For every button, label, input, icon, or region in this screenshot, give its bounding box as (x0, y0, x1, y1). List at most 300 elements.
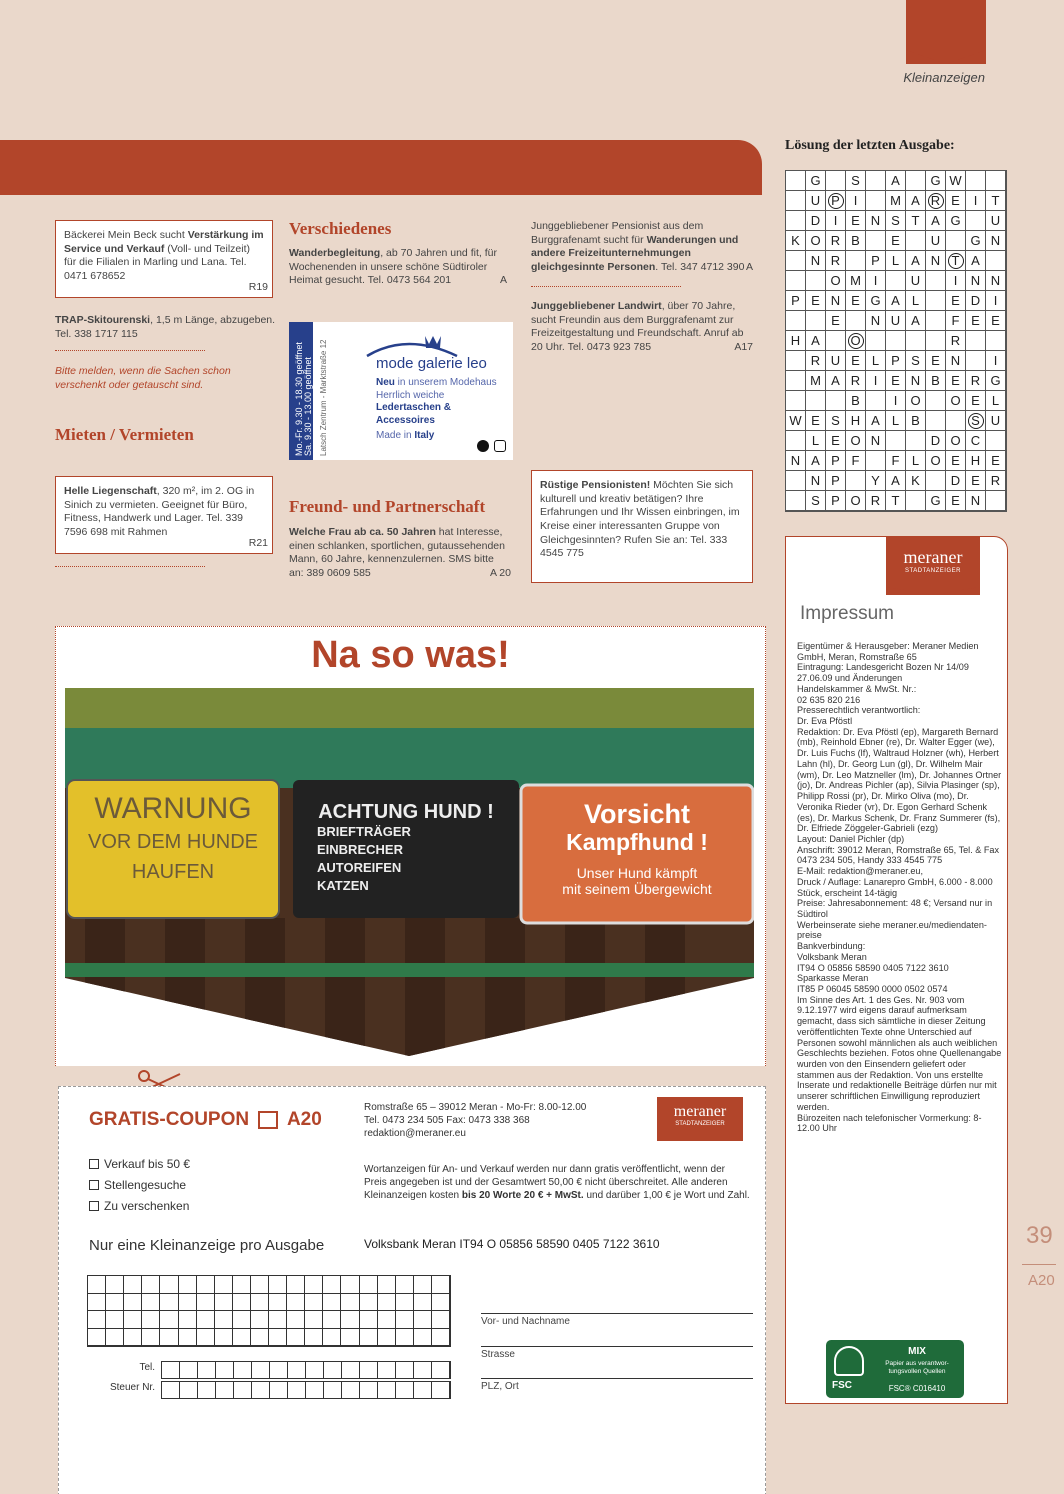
impressum-line: Dr. Eva Pföstl (797, 716, 853, 727)
tel-field[interactable] (161, 1361, 451, 1379)
grid-cell[interactable] (432, 1294, 450, 1312)
crossword-cell: A (886, 171, 906, 191)
crossword-cell (826, 331, 846, 351)
crossword-cell: O (806, 231, 826, 251)
crossword-cell (786, 371, 806, 391)
grid-cell[interactable] (106, 1329, 124, 1347)
crossword-cell: P (826, 491, 846, 511)
crossword-cell (786, 311, 806, 331)
crossword-cell (886, 331, 906, 351)
impressum-line: Im Sinne des Art. 1 des Ges. Nr. 903 vom 9.12.1977 wird eigens darauf aufmerksam gemacht, dass sich sämtliche in dieser Zeitung veröffentlichten Texte ohne Unterschied auf Personen sowohl männlichen als auch weiblichen Geschlechts beziehen. Fotos ohne Quellenangabe wurden von den Einsendern geliefert oder stammen aus der Redaktion. Von uns erstellte Inserate und redaktionelle Beiträge dürfen nur mit unserer schriftlichen Einwilligung reproduziert werden. (797, 994, 1002, 1112)
crossword-cell: N (866, 311, 886, 331)
grid-cell[interactable] (323, 1311, 341, 1329)
grid-cell[interactable] (269, 1311, 287, 1329)
grid-cell[interactable] (215, 1311, 233, 1329)
grid-cell[interactable] (396, 1276, 414, 1294)
grid-cell[interactable] (252, 1382, 270, 1398)
crossword-row (786, 251, 1006, 271)
grid-cell[interactable] (305, 1294, 323, 1312)
grid-cell[interactable] (88, 1329, 106, 1347)
ad-liegenschaft: Helle Liegenschaft, 320 m², im 2. OG in Sinich zu vermieten. Geeignet für Büro, Fitness, Handwerk und Lager. Tel. 339 7596 698 mit Rahmen R21 (55, 476, 273, 554)
crossword-cell: G (986, 371, 1006, 391)
crossword-cell (906, 331, 926, 351)
crossword-cell: T (986, 191, 1006, 211)
grid-cell[interactable] (180, 1382, 198, 1398)
grid-cell[interactable] (360, 1276, 378, 1294)
crossword-cell: F (946, 311, 966, 331)
crossword-cell: G (866, 291, 886, 311)
crossword-cell: E (806, 291, 826, 311)
advert-mode-galerie (289, 322, 513, 460)
grid-cell[interactable] (160, 1329, 178, 1347)
crossword-cell (866, 331, 886, 351)
crossword-cell: E (846, 291, 866, 311)
checkbox-verkauf[interactable]: Verkauf bis 50 € (89, 1157, 190, 1171)
crossword-cell: R (806, 351, 826, 371)
ad-ref: A 20 (489, 566, 511, 579)
impressum-line: Volksbank Meran (797, 951, 867, 962)
crossword-cell: E (986, 451, 1006, 471)
grid-cell[interactable] (124, 1329, 142, 1347)
crossword-cell (986, 491, 1006, 511)
crossword-cell (886, 431, 906, 451)
crossword-cell: H (846, 411, 866, 431)
name-field[interactable]: Vor- und Nachname (481, 1313, 753, 1327)
grid-cell[interactable] (287, 1294, 305, 1312)
checkbox-stellengesuche[interactable]: Stellengesuche (89, 1178, 190, 1192)
grid-cell[interactable] (215, 1329, 233, 1347)
grid-cell[interactable] (396, 1311, 414, 1329)
grid-cell[interactable] (306, 1382, 324, 1398)
crossword-cell: A (906, 191, 926, 211)
grid-cell[interactable] (142, 1311, 160, 1329)
grid-cell[interactable] (215, 1294, 233, 1312)
ad-pensionisten: Rüstige Pensionisten! Möchten Sie sich kulturell und kreativ betätigen? Ihre Erfahrungen und Ihr Wissen einbringen, im Kreise einer interessanten Gruppe von Gleichgesinnten? Rufen Sie an: Tel. 333 4545 775 (531, 470, 753, 583)
crossword-cell: N (966, 491, 986, 511)
crossword-cell: N (806, 471, 826, 491)
crossword-cell (866, 171, 886, 191)
grid-cell[interactable] (234, 1382, 252, 1398)
crossword-cell: W (946, 171, 966, 191)
grid-cell[interactable] (287, 1329, 305, 1347)
crossword-cell (926, 391, 946, 411)
grid-cell[interactable] (142, 1276, 160, 1294)
grid-cell[interactable] (142, 1294, 160, 1312)
crossword-cell (966, 171, 986, 191)
crossword-cell: S (846, 171, 866, 191)
grid-cell[interactable] (251, 1311, 269, 1329)
grid-cell[interactable] (269, 1276, 287, 1294)
grid-cell[interactable] (432, 1311, 450, 1329)
grid-cell[interactable] (414, 1362, 432, 1378)
grid-cell[interactable] (378, 1311, 396, 1329)
facebook-icon[interactable] (477, 440, 489, 452)
grid-cell[interactable] (396, 1382, 414, 1398)
crossword-cell (966, 351, 986, 371)
crossword-cell (846, 311, 866, 331)
crossword-title: Lösung der letzten Ausgabe: (785, 138, 955, 153)
grid-cell[interactable] (270, 1362, 288, 1378)
grid-cell[interactable] (414, 1311, 432, 1329)
impressum-line: Layout: Daniel Pichler (dp) (797, 833, 905, 844)
grid-cell[interactable] (179, 1311, 197, 1329)
grid-cell[interactable] (251, 1329, 269, 1347)
ad-ref: A17 (734, 340, 753, 353)
crossword-cell: A (826, 371, 846, 391)
street-field[interactable]: Strasse (481, 1346, 753, 1360)
photo-warning-signs (65, 688, 754, 1056)
crossword-row (786, 171, 1006, 191)
grid-cell[interactable] (432, 1276, 450, 1294)
crossword-cell (786, 271, 806, 291)
crossword-cell: N (986, 231, 1006, 251)
crossword-cell (946, 411, 966, 431)
grid-cell[interactable] (360, 1362, 378, 1378)
grid-cell[interactable] (378, 1329, 396, 1347)
crossword-cell: B (926, 371, 946, 391)
impressum-line: Druck / Auflage: Lanarepro GmbH, 6.000 - 8.000 Stück, erscheint 14-tägig (797, 876, 993, 898)
crossword-cell: F (846, 451, 866, 471)
page-tab-marker (906, 0, 986, 64)
crossword-cell: H (966, 451, 986, 471)
crossword-cell: A (806, 451, 826, 471)
grid-cell[interactable] (378, 1276, 396, 1294)
coupon-title: GRATIS-COUPON A20 (89, 1109, 322, 1130)
newspaper-icon (258, 1111, 278, 1129)
crossword-cell (786, 171, 806, 191)
impressum-line: Preise: Jahresabonnement: 48 €; Versand nur in Südtirol (797, 898, 993, 919)
grid-cell[interactable] (396, 1329, 414, 1347)
crossword-cell: O (946, 431, 966, 451)
crossword-cell: Y (866, 471, 886, 491)
crossword-cell: P (866, 251, 886, 271)
crossword-cell: E (846, 351, 866, 371)
grid-cell[interactable] (162, 1382, 180, 1398)
ad-ref: A (745, 260, 753, 273)
coupon-options (89, 1157, 190, 1220)
crossword-cell (966, 331, 986, 351)
grid-cell[interactable] (88, 1276, 106, 1294)
grid-cell[interactable] (198, 1362, 216, 1378)
crossword-row (786, 451, 1006, 471)
crossword-row (786, 231, 1006, 251)
crossword-cell: E (946, 491, 966, 511)
crossword-cell: T (946, 251, 966, 271)
crossword-cell: S (906, 351, 926, 371)
grid-cell[interactable] (197, 1329, 215, 1347)
grid-cell[interactable] (287, 1311, 305, 1329)
grid-cell[interactable] (432, 1362, 450, 1378)
grid-cell[interactable] (342, 1362, 360, 1378)
grid-cell[interactable] (378, 1362, 396, 1378)
crossword-cell: A (886, 471, 906, 491)
heading-freundschaft: Freund- und Partnerschaft (289, 497, 486, 516)
crossword-cell: E (946, 191, 966, 211)
page-number: 39 (1026, 1222, 1053, 1249)
impressum-box (785, 536, 1008, 1404)
grid-cell[interactable] (360, 1311, 378, 1329)
crossword-cell: K (786, 231, 806, 251)
grid-cell[interactable] (252, 1362, 270, 1378)
crossword-cell: P (826, 451, 846, 471)
grid-cell[interactable] (142, 1329, 160, 1347)
text-entry-grid[interactable] (87, 1275, 451, 1347)
grid-cell[interactable] (251, 1276, 269, 1294)
crossword-cell: I (966, 191, 986, 211)
instagram-icon[interactable] (494, 440, 506, 452)
crossword-cell (826, 391, 846, 411)
grid-cell[interactable] (414, 1294, 432, 1312)
grid-cell[interactable] (414, 1329, 432, 1347)
crossword-cell (786, 191, 806, 211)
impressum-line: Werbeinserate siehe meraner.eu/mediendaten-preise (797, 919, 987, 941)
crossword-cell: R (926, 191, 946, 211)
crossword-cell: E (926, 351, 946, 371)
grid-cell[interactable] (88, 1294, 106, 1312)
grid-cell[interactable] (251, 1294, 269, 1312)
grid-cell[interactable] (341, 1276, 359, 1294)
impressum-line: Handelskammer & MwSt. Nr.: (797, 683, 917, 694)
crossword-cell: O (926, 451, 946, 471)
grid-cell[interactable] (323, 1276, 341, 1294)
crossword-cell: A (906, 251, 926, 271)
grid-cell[interactable] (162, 1362, 180, 1378)
crossword-cell: E (966, 391, 986, 411)
grid-cell[interactable] (432, 1329, 450, 1347)
grid-cell[interactable] (360, 1329, 378, 1347)
checkbox-verschenken[interactable]: Zu verschenken (89, 1199, 190, 1213)
grid-cell[interactable] (324, 1362, 342, 1378)
grid-cell[interactable] (179, 1294, 197, 1312)
grid-cell[interactable] (288, 1362, 306, 1378)
crossword-cell: F (886, 451, 906, 471)
svg-text:Vorsicht: Vorsicht (583, 799, 691, 829)
grid-cell[interactable] (323, 1329, 341, 1347)
ad-skitourenski: TRAP-Skitourenski, 1,5 m Länge, abzugeben. Tel. 338 1717 115 (55, 314, 276, 340)
grid-cell[interactable] (88, 1311, 106, 1329)
grid-cell[interactable] (360, 1382, 378, 1398)
grid-cell[interactable] (233, 1329, 251, 1347)
grid-cell[interactable] (197, 1276, 215, 1294)
ad-brand: mode galerie leo (376, 355, 487, 372)
crossword-cell (866, 231, 886, 251)
grid-cell[interactable] (305, 1329, 323, 1347)
crossword-cell: U (826, 351, 846, 371)
crossword-cell (946, 231, 966, 251)
crossword-cell: E (946, 291, 966, 311)
crossword-cell: T (906, 211, 926, 231)
impressum-line: Eintragung: Landesgericht Bozen Nr 14/09 27.06.09 und Änderungen (797, 662, 969, 684)
grid-cell[interactable] (233, 1276, 251, 1294)
grid-cell[interactable] (378, 1294, 396, 1312)
grid-cell[interactable] (306, 1362, 324, 1378)
crossword-cell (866, 191, 886, 211)
crossword-cell: E (946, 371, 966, 391)
grid-cell[interactable] (124, 1311, 142, 1329)
crossword-cell: N (806, 251, 826, 271)
bank-info: Volksbank Meran IT94 O 05856 58590 0405 7122 3610 (364, 1237, 660, 1251)
grid-cell[interactable] (124, 1294, 142, 1312)
crossword-cell: N (906, 371, 926, 391)
crossword-cell (786, 251, 806, 271)
impressum-line: 02 635 820 216 (797, 694, 861, 705)
crossword-cell: M (806, 371, 826, 391)
impressum-line: Presserechtlich verantwortlich: (797, 705, 921, 716)
grid-cell[interactable] (288, 1382, 306, 1398)
crossword-cell (786, 391, 806, 411)
plz-field[interactable]: PLZ, Ort (481, 1378, 753, 1392)
crossword-cell: N (866, 431, 886, 451)
grid-cell[interactable] (216, 1382, 234, 1398)
crossword-cell: D (966, 291, 986, 311)
crossword-cell: B (846, 231, 866, 251)
grid-cell[interactable] (269, 1294, 287, 1312)
crossword-cell (926, 291, 946, 311)
crown-arc-icon (347, 330, 487, 358)
crossword-cell: N (866, 211, 886, 231)
crossword-cell: H (786, 331, 806, 351)
crossword-cell (926, 311, 946, 331)
grid-cell[interactable] (341, 1294, 359, 1312)
grid-cell[interactable] (198, 1382, 216, 1398)
ad-ref: A (499, 274, 507, 287)
crossword-cell: O (846, 491, 866, 511)
divider (55, 566, 205, 567)
grid-cell[interactable] (234, 1362, 252, 1378)
crossword-cell: R (826, 251, 846, 271)
grid-cell[interactable] (233, 1311, 251, 1329)
crossword-cell (926, 411, 946, 431)
grid-cell[interactable] (106, 1311, 124, 1329)
impressum-line: Bankverbindung: (797, 941, 866, 952)
crossword-cell: E (806, 411, 826, 431)
svg-text:Kampfhund !: Kampfhund ! (566, 829, 708, 855)
grid-cell[interactable] (160, 1276, 178, 1294)
crossword-cell: E (886, 371, 906, 391)
crossword-cell: I (866, 271, 886, 291)
grid-cell[interactable] (360, 1294, 378, 1312)
grid-cell[interactable] (341, 1311, 359, 1329)
crossword-cell: G (966, 231, 986, 251)
crossword-cell: G (946, 211, 966, 231)
grid-cell[interactable] (324, 1382, 342, 1398)
grid-cell[interactable] (305, 1276, 323, 1294)
svg-text:WARNUNG: WARNUNG (94, 792, 252, 825)
crossword-cell: I (986, 291, 1006, 311)
crossword-cell: C (966, 431, 986, 451)
crossword-cell: U (926, 231, 946, 251)
crossword-cell (986, 431, 1006, 451)
coupon-info: Wortanzeigen für An- und Verkauf werden nur dann gratis veröffentlicht, wenn der Preis angegeben ist und der Gesamtwert 50,00 € nicht überschreitet. Alle anderen Kleinanzeigen kosten bis 20 Worte 20 € + MwSt. und darüber 1,00 € je Wort und Zahl. (364, 1164, 750, 1201)
crossword-row (786, 351, 1006, 371)
crossword-row (786, 431, 1006, 451)
grid-cell[interactable] (270, 1382, 288, 1398)
crossword-row (786, 271, 1006, 291)
grid-cell[interactable] (197, 1294, 215, 1312)
crossword-cell (926, 331, 946, 351)
crossword-cell: L (866, 351, 886, 371)
crossword-cell (846, 471, 866, 491)
crossword-cell: L (806, 431, 826, 451)
crossword-cell: R (846, 371, 866, 391)
one-ad-note: Nur eine Kleinanzeige pro Ausgabe (89, 1237, 325, 1254)
grid-cell[interactable] (305, 1311, 323, 1329)
svg-text:Unser Hund kämpft: Unser Hund kämpft (576, 865, 698, 881)
crossword-cell: P (826, 471, 846, 491)
grid-cell[interactable] (323, 1294, 341, 1312)
crossword-cell: A (906, 311, 926, 331)
crossword-cell (926, 271, 946, 291)
crossword-cell (966, 211, 986, 231)
crossword-cell: M (886, 191, 906, 211)
grid-cell[interactable] (215, 1276, 233, 1294)
svg-text:VOR DEM HUNDE: VOR DEM HUNDE (87, 831, 259, 853)
crossword-cell: O (846, 331, 866, 351)
grid-cell[interactable] (269, 1329, 287, 1347)
tax-number-field[interactable] (161, 1381, 451, 1399)
crossword-cell: L (986, 391, 1006, 411)
crossword-cell: A (806, 331, 826, 351)
impressum-line: Eigentümer & Herausgeber: Meraner Medien GmbH, Meran, Romstraße 65 (797, 641, 979, 662)
grid-cell[interactable] (341, 1329, 359, 1347)
ad-wanderbegleitung: Wanderbegleitung, ab 70 Jahren und fit, für Wochenenden in unsere schöne Südtiroler Heimat gesucht. Tel. 0473 564 201 A (289, 247, 507, 287)
grid-cell[interactable] (197, 1311, 215, 1329)
grid-cell[interactable] (179, 1276, 197, 1294)
impressum-line: Bürozeiten nach telefonischer Vormerkung: 8-12.00 Uhr (797, 1112, 982, 1134)
svg-text:mit seinem Übergewicht: mit seinem Übergewicht (562, 881, 712, 897)
crossword-cell (786, 491, 806, 511)
grid-cell[interactable] (342, 1382, 360, 1398)
grid-cell[interactable] (216, 1362, 234, 1378)
svg-text:AUTOREIFEN: AUTOREIFEN (317, 860, 402, 875)
crossword-row (786, 391, 1006, 411)
ad-body: Neu in unserem Modehaus Herrlich weiche Ledertaschen & Accessoires Made in Italy (376, 377, 497, 441)
crossword-cell (806, 311, 826, 331)
crossword-cell: D (806, 211, 826, 231)
crossword-cell (866, 451, 886, 471)
impressum-line: Anschrift: 39012 Meran, Romstraße 65, Tel. & Fax 0473 234 505, Handy 333 4545 775 (797, 844, 1000, 866)
crossword-solution (785, 170, 1007, 512)
grid-cell[interactable] (124, 1276, 142, 1294)
crossword-cell: N (946, 351, 966, 371)
crossword-row (786, 311, 1006, 331)
svg-text:HAUFEN: HAUFEN (131, 861, 215, 883)
grid-cell[interactable] (396, 1362, 414, 1378)
crossword-cell: R (866, 491, 886, 511)
crossword-cell: A (886, 291, 906, 311)
grid-cell[interactable] (160, 1311, 178, 1329)
grid-cell[interactable] (287, 1276, 305, 1294)
svg-text:KATZEN: KATZEN (317, 878, 369, 893)
grid-cell[interactable] (160, 1294, 178, 1312)
grid-cell[interactable] (179, 1329, 197, 1347)
gratis-coupon: GRATIS-COUPON A20 Romstraße 65 – 39012 Meran - Mo-Fr: 8.00-12.00 Tel. 0473 234 505 Fax: 0473 338 368 redaktion@meraner.eu meraner STADTANZEIGER Verkauf bis 50 € Stellengesuche Zu verschenken Wortanzeigen für An- und Verkauf werden nur dann gratis veröffentlicht, wenn der Preis angegeben ist und der Gesamtwert 50,00 € nicht überschreitet. Alle anderen Kleinanzeigen kosten bis 20 Worte 20 € + MwSt. und darüber 1,00 € je Wort und Zahl. Nur eine Kleinanzeige pro Ausgabe Volksbank Meran IT94 O 05856 58590 0405 7122 3610 Tel. Steuer Nr. Vor- und Nachname Strasse PLZ, Ort (58, 1086, 766, 1494)
grid-cell[interactable] (432, 1382, 450, 1398)
crossword-cell (826, 171, 846, 191)
grid-cell[interactable] (396, 1294, 414, 1312)
grid-cell[interactable] (414, 1276, 432, 1294)
grid-cell[interactable] (106, 1294, 124, 1312)
grid-cell[interactable] (180, 1362, 198, 1378)
crossword-cell: E (886, 231, 906, 251)
crossword-cell: E (826, 311, 846, 331)
grid-cell[interactable] (414, 1382, 432, 1398)
grid-cell[interactable] (106, 1276, 124, 1294)
impressum-text (797, 641, 1002, 1134)
crossword-cell (786, 431, 806, 451)
grid-cell[interactable] (378, 1382, 396, 1398)
grid-cell[interactable] (233, 1294, 251, 1312)
